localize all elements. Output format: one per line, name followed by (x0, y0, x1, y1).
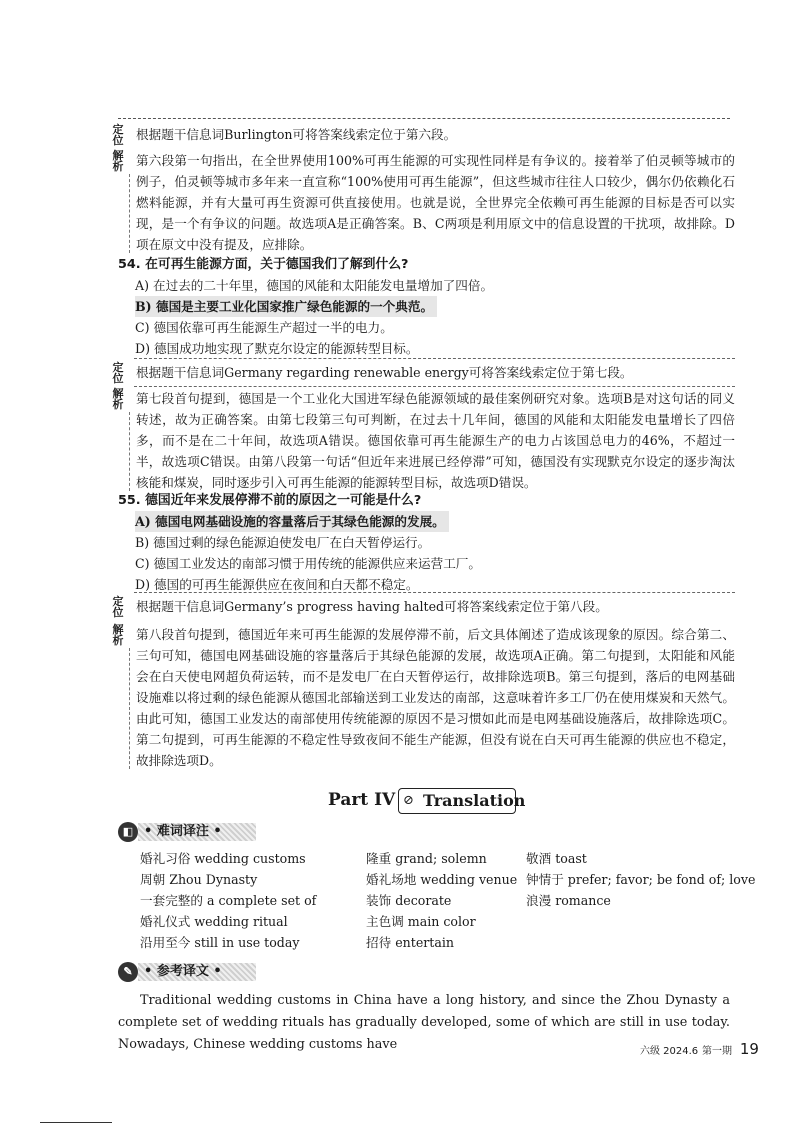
reference-badge-text: 参考译文 (156, 964, 209, 979)
part-title: Translation (423, 791, 526, 810)
vocab-column-2 (366, 848, 517, 953)
vocab-item: 周朝 Zhou Dynasty (140, 872, 258, 887)
q55-option-c: C) 德国工业发达的南部习惯于用传统的能源供应来运营工厂。 (135, 556, 481, 571)
vocab-column-1 (140, 848, 316, 953)
q54-option-d: D) 德国成功地实现了默克尔设定的能源转型目标。 (135, 341, 419, 356)
vocab-item: 招待 entertain (366, 935, 454, 950)
vocab-item: 一套完整的 a complete set of (140, 893, 317, 908)
reference-badge-label: • 参考译文 • (138, 963, 256, 981)
pen-icon: ✎ (118, 962, 138, 982)
q53-locate-section (110, 124, 735, 145)
issue-label: 第一期 (702, 1046, 732, 1057)
q54-option-a: A) 在过去的二十年里，德国的风能和太阳能发电量增加了四倍。 (135, 278, 494, 293)
arrow-circle-icon: ⊘ (403, 793, 414, 808)
q54-analysis-text: 第七段首句提到，德国是一个工业化大国进军绿色能源领域的最佳案例研究对象。选项B是对这句话的同义转述，故为正确答案。由第七段第三句可判断，在过去十几年间，德国的风能和太阳能发电量增长了四倍多，而不是在二十年间，故选项A错误。德国依靠可再生能源生产的电力占该国总电力的46%，不超过一半，故选项C错误。由第八段第一句话“但近年来进展已经停滞”可知，德国没有实现默克尔设定的逐步淘汰核能和煤炭，同时逐步引入可再生能源的能源转型目标，故选项D错误。 (136, 391, 735, 490)
q53-analysis-section (110, 150, 735, 255)
part-title-box (398, 788, 526, 814)
page-footer (640, 1040, 759, 1058)
q53-analysis-text: 第六段第一句指出，在全世界使用100%可再生能源的可实现性同样是有争议的。接着举了伯灵顿等城市的例子，伯灵顿等城市多年来一直宣称“100%使用可再生能源”，但这些城市往往人口较少，偶尔仍依赖化石燃料能源，并有大量可再生资源可供直接使用。也就是说，全世界完全依赖可再生能源的目标是否可以实现，是一个有争议的问题。故选项A是正确答案。B、C两项是利用原文中的信息设置的干扰项，故排除。D项在原文中没有提及，应排除。 (136, 153, 735, 252)
divider (134, 386, 735, 387)
vocab-item: 隆重 grand; solemn (366, 851, 487, 866)
analysis-tag: 解 析 (112, 387, 124, 411)
q55-analysis-section (110, 624, 735, 771)
vocab-item: 浪漫 romance (526, 893, 611, 908)
q55-locate-text: 根据题干信息词Germany’s progress having halted可将答案线索定位于第八段。 (136, 599, 608, 614)
book-icon: ◧ (118, 822, 138, 842)
analysis-tag: 解 析 (112, 623, 124, 647)
analysis-rule (129, 412, 130, 491)
q54-title: 54. 在可再生能源方面，关于德国我们了解到什么? (118, 257, 409, 272)
divider (134, 592, 735, 593)
vocab-badge-label: • 难词译注 • (138, 823, 256, 841)
q55-question (118, 490, 728, 595)
vocab-badge-text: 难词译注 (156, 824, 209, 839)
q53-locate-text: 根据题干信息词Burlington可将答案线索定位于第六段。 (136, 127, 457, 142)
divider (134, 358, 735, 359)
magazine-label: 六级 2024.6 (640, 1046, 699, 1057)
locate-tag: 定 位 (112, 123, 124, 147)
vocab-item: 婚礼场地 wedding venue (366, 872, 518, 887)
vocab-item: 装饰 decorate (366, 893, 452, 908)
page-number: 19 (739, 1040, 759, 1058)
analysis-tag: 解 析 (112, 149, 124, 173)
q55-option-d: D) 德国的可再生能源供应在夜间和白天都不稳定。 (135, 577, 419, 592)
vocab-item: 敬酒 toast (526, 851, 587, 866)
analysis-rule (129, 174, 130, 253)
q54-option-c: C) 德国依靠可再生能源生产超过一半的电力。 (135, 320, 393, 335)
q54-question (118, 254, 728, 359)
q54-locate-text: 根据题干信息词Germany regarding renewable energy可将答案线索定位于第七段。 (136, 365, 633, 380)
locate-tag: 定 位 (112, 361, 124, 385)
divider (118, 118, 730, 119)
vocab-item: 沿用至今 still in use today (140, 935, 300, 950)
vocab-item: 婚礼仪式 wedding ritual (140, 914, 288, 929)
analysis-rule (129, 648, 130, 769)
reference-translation (118, 990, 730, 1056)
vocab-item: 婚礼习俗 wedding customs (140, 851, 306, 866)
vocab-item: 钟情于 prefer; favor; be fond of; love (526, 872, 756, 887)
q55-analysis-text: 第八段首句提到，德国近年来可再生能源的发展停滞不前，后文具体阐述了造成该现象的原因。综合第二、三句可知，德国电网基础设施的容量落后于其绿色能源的发展，故选项A正确。第二句提到，太阳能和风能会在白天使电网超负荷运转，而不是发电厂在白天暂停运行，故排除选项B。第三句提到，落后的电网基础设施难以将过剩的绿色能源从德国北部输送到工业发达的南部，这意味着许多工厂仍在使用煤炭和天然气。由此可知，德国工业发达的南部使用传统能源的原因不是习惯如此而是电网基础设施落后，故排除选项C。第二句提到，可再生能源的不稳定性导致夜间不能生产能源，但没有说在白天可再生能源的供应也不稳定，故排除选项D。 (136, 627, 735, 768)
q54-analysis-section (110, 388, 735, 493)
q54-option-b: B) 德国是主要工业化国家推广绿色能源的一个典范。 (135, 296, 437, 317)
q55-title: 55. 德国近年来发展停滞不前的原因之一可能是什么? (118, 493, 422, 508)
vocab-column-3 (526, 848, 755, 911)
locate-tag: 定 位 (112, 595, 124, 619)
reference-text: Traditional wedding customs in China have a long history, and since the Zhou Dynasty a complete set of wedding rituals has gradually developed, some of which are still in use today. Nowadays, Chinese wedding customs have (118, 993, 730, 1052)
footer-rule (40, 1122, 112, 1123)
q54-locate-section (110, 362, 735, 383)
part-label: Part IV (328, 790, 396, 810)
q55-option-b: B) 德国过剩的绿色能源迫使发电厂在白天暂停运行。 (135, 535, 431, 550)
q55-locate-section (110, 596, 735, 617)
vocab-item: 主色调 main color (366, 914, 476, 929)
q55-option-a: A) 德国电网基础设施的容量落后于其绿色能源的发展。 (135, 511, 449, 532)
